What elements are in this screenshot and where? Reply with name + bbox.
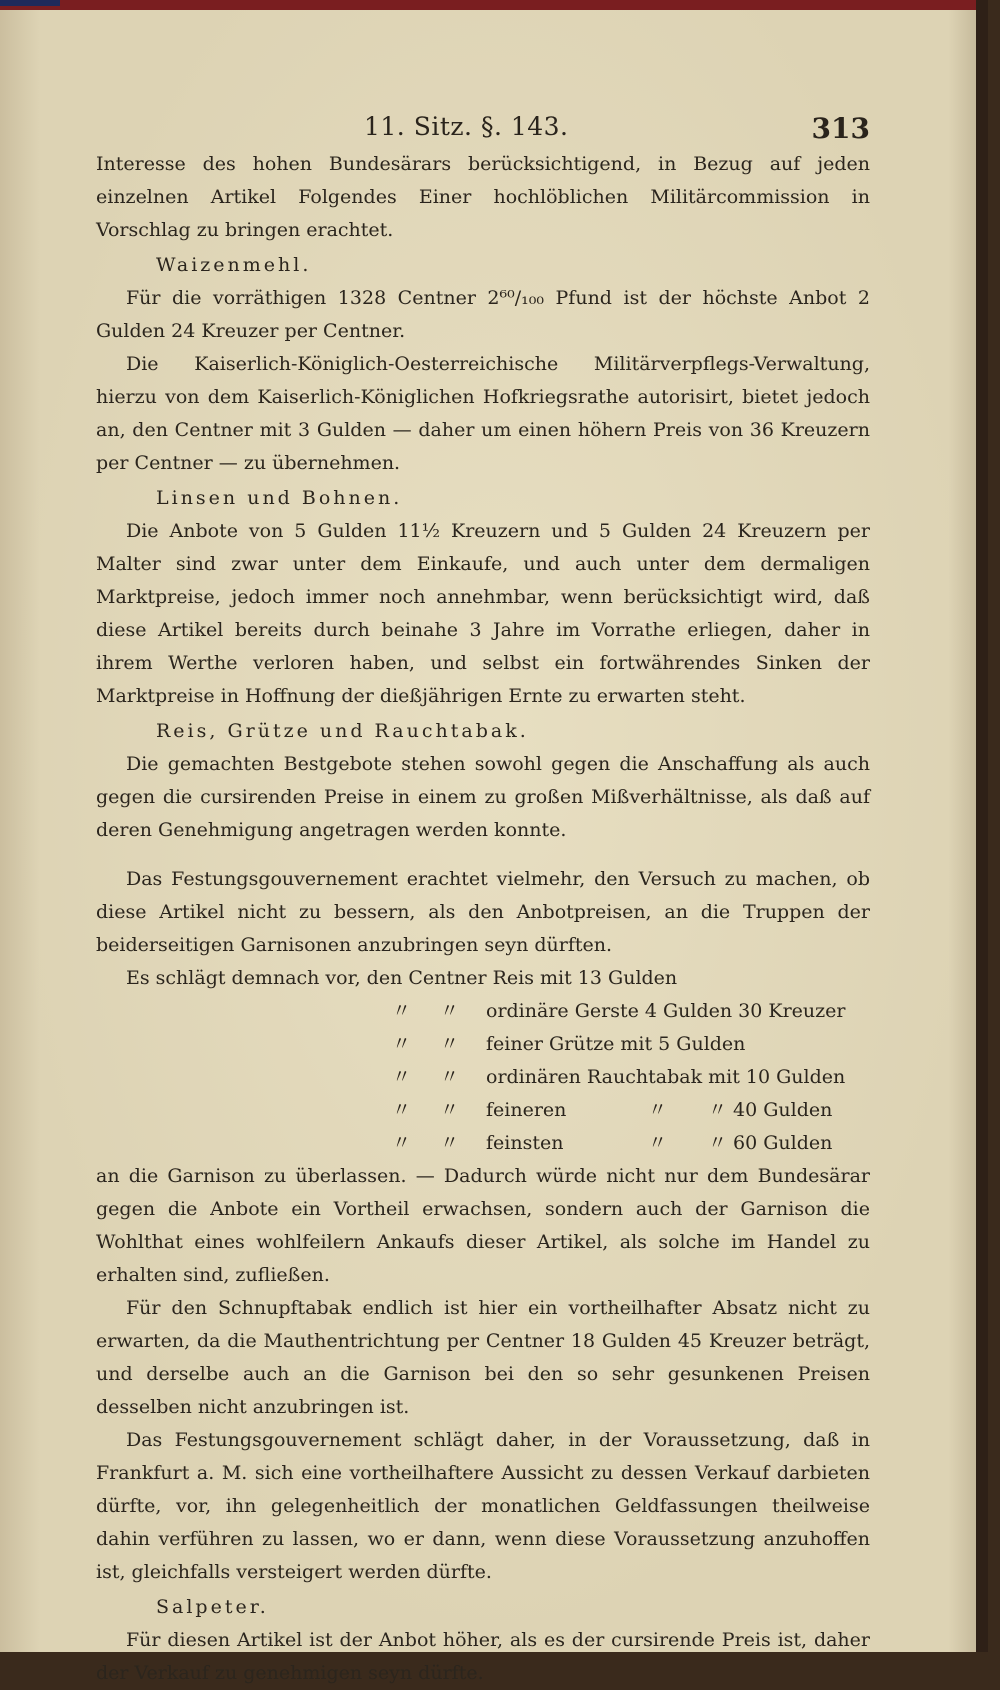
price-list-row bbox=[96, 1028, 870, 1061]
ditto-mark: 〃 bbox=[392, 1099, 412, 1121]
section-heading-linsen: Linsen und Bohnen. bbox=[156, 487, 403, 509]
list-price: 〃 60 Gulden bbox=[708, 1132, 833, 1154]
paragraph: Die Kaiserlich-Königlich-Oesterreichische Militärverpflegs-Verwaltung, hierzu von dem Kaiserlich-Königlichen Hofkriegsrathe autorisirt, bietet jedoch an, den Centner mit 3 Gulden — daher um einen höhern Preis von 36 Kreuzern per Centner — zu übernehmen. bbox=[96, 353, 870, 474]
section-heading-salpeter: Salpeter. bbox=[156, 1596, 269, 1618]
paragraph: Für die vorräthigen 1328 Centner 2⁶⁰/₁₀₀ Pfund ist der höchste Anbot 2 Gulden 24 Kreuzer per Centner. bbox=[96, 287, 870, 342]
ditto-mark: 〃 bbox=[440, 1066, 460, 1088]
list-item: feinsten bbox=[486, 1132, 564, 1154]
list-item: feiner Grütze mit 5 Gulden bbox=[486, 1033, 746, 1055]
page-edge-shadow bbox=[976, 0, 988, 1652]
paragraph: an die Garnison zu überlassen. — Dadurch würde nicht nur dem Bundesärar gegen die Anbote ein Vortheil erwachsen, sondern auch der Garnison die Wohlthat eines wohlfeilern Ankaufs dieser Artikel, als solche im Handel zu erhalten sind, zufließen. bbox=[96, 1165, 870, 1286]
page-header bbox=[88, 112, 870, 152]
ditto-mark: 〃 bbox=[648, 1132, 668, 1154]
ditto-mark: 〃 bbox=[440, 1099, 460, 1121]
ditto-mark: 〃 bbox=[440, 1000, 460, 1022]
ditto-mark: 〃 bbox=[440, 1033, 460, 1055]
top-edge-mark bbox=[0, 0, 60, 6]
top-edge-band bbox=[0, 0, 988, 10]
ditto-mark: 〃 bbox=[392, 1132, 412, 1154]
ditto-mark: 〃 bbox=[392, 1033, 412, 1055]
paragraph: Das Festungsgouvernement erachtet vielmehr, den Versuch zu machen, ob diese Artikel nicht zu bessern, als den Anbotpreisen, an die Truppen der beiderseitigen Garnisonen anzubringen seyn dürften. bbox=[96, 868, 870, 956]
paragraph: Die gemachten Bestgebote stehen sowohl gegen die Anschaffung als auch gegen die cursirenden Preise in einem zu großen Mißverhältnisse, als daß auf deren Genehmigung angetragen werden konnte. bbox=[96, 753, 870, 841]
price-list-row bbox=[96, 995, 870, 1028]
ditto-mark: 〃 bbox=[648, 1099, 668, 1121]
ditto-mark: 〃 bbox=[440, 1132, 460, 1154]
price-list-row bbox=[96, 1061, 870, 1094]
paragraph: Die Anbote von 5 Gulden 11½ Kreuzern und 5 Gulden 24 Kreuzern per Malter sind zwar unter dem Einkaufe, und auch unter dem dermaligen Marktpreise, jedoch immer noch annehmbar, wenn berücksichtigt wird, daß diese Artikel bereits durch beinahe 3 Jahre im Vorrathe erliegen, daher in ihrem Werthe verloren haben, und selbst ein fortwährendes Sinken der Marktpreise in Hoffnung der dießjährigen Ernte zu erwarten steht. bbox=[96, 520, 870, 707]
section-heading-waizenmehl: Waizenmehl. bbox=[156, 254, 312, 276]
page-number: 313 bbox=[811, 112, 870, 145]
paragraph: Das Festungsgouvernement schlägt daher, in der Voraussetzung, daß in Frankfurt a. M. sich eine vortheilhaftere Aussicht zu dessen Verkauf darbieten dürfte, vor, ihn gelegenheitlich der monatlichen Geldfassungen theilweise dahin verführen zu lassen, wo er dann, wenn diese Voraussetzung anzuhoffen ist, gleichfalls versteigert werden dürfte. bbox=[96, 1429, 870, 1583]
body-text bbox=[96, 148, 870, 1690]
list-item: ordinäre Gerste 4 Gulden 30 Kreuzer bbox=[486, 1000, 846, 1022]
list-item: ordinären Rauchtabak mit 10 Gulden bbox=[486, 1066, 846, 1088]
list-item: feineren bbox=[486, 1099, 567, 1121]
list-price: 〃 40 Gulden bbox=[708, 1099, 833, 1121]
paragraph-intro: Interesse des hohen Bundesärars berücksichtigend, in Bezug auf jeden einzelnen Artikel Folgendes Einer hochlöblichen Militärcommission in Vorschlag zu bringen erachtet. bbox=[96, 153, 870, 241]
running-title: 11. Sitz. §. 143. bbox=[364, 112, 569, 141]
paragraph: Für den Schnupftabak endlich ist hier ein vortheilhafter Absatz nicht zu erwarten, da die Mauthentrichtung per Centner 18 Gulden 45 Kreuzer beträgt, und derselbe auch an die Garnison bei den so sehr gesunkenen Preisen desselben nicht anzubringen ist. bbox=[96, 1297, 870, 1418]
price-list-row bbox=[96, 1127, 870, 1160]
paragraph: Es schlägt demnach vor, den Centner Reis mit 13 Gulden bbox=[126, 967, 678, 989]
ditto-mark: 〃 bbox=[392, 1000, 412, 1022]
section-heading-reis: Reis, Grütze und Rauchtabak. bbox=[156, 720, 529, 742]
ditto-mark: 〃 bbox=[392, 1066, 412, 1088]
paragraph: Für diesen Artikel ist der Anbot höher, als es der cursirende Preis ist, daher der Verkauf zu genehmigen seyn dürfte. bbox=[96, 1629, 870, 1684]
price-list-row bbox=[96, 1094, 870, 1127]
